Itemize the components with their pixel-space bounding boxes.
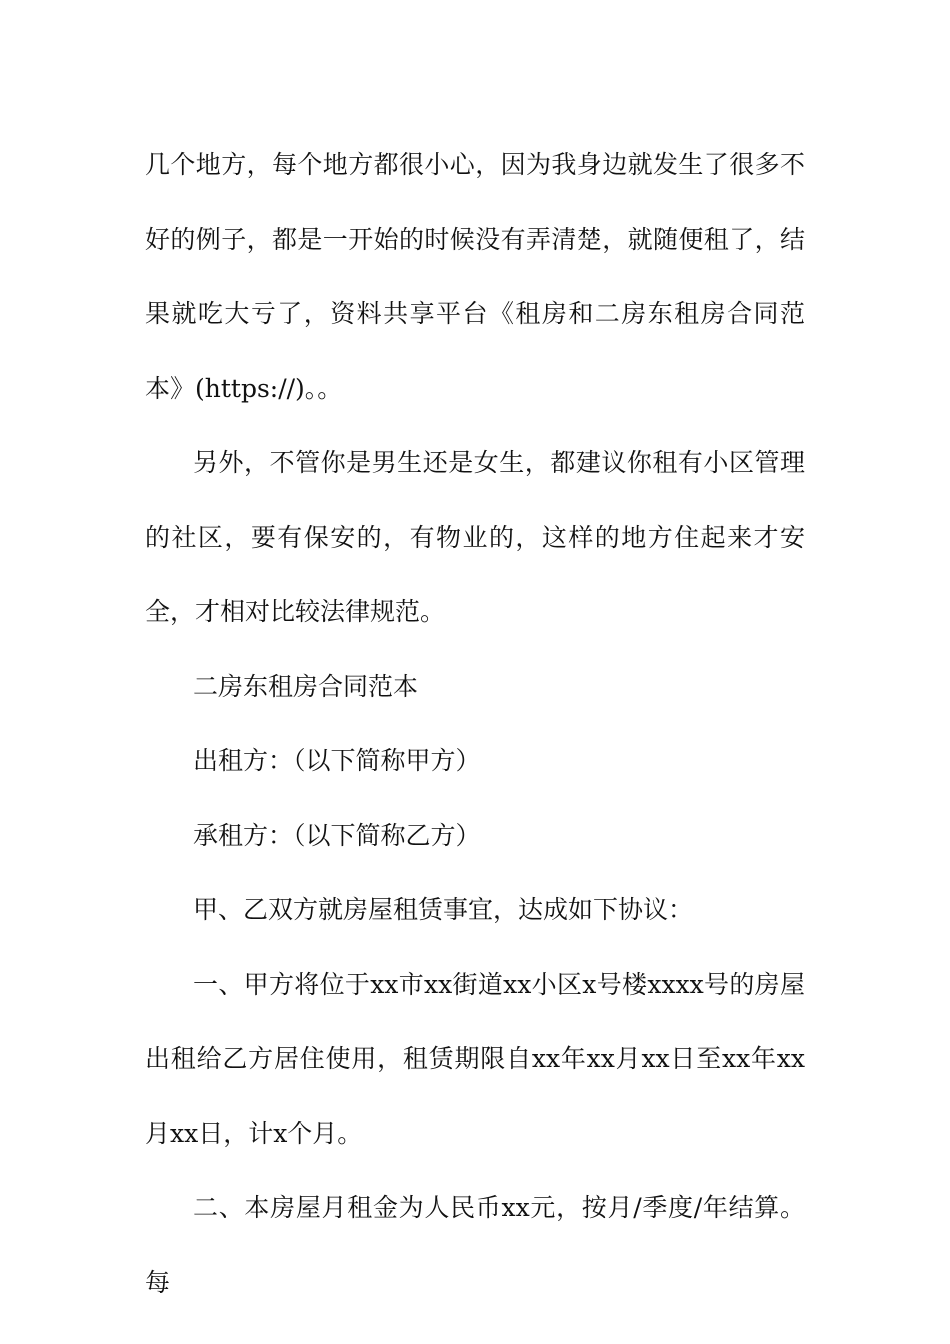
clause-one: 一、甲方将位于xx市xx街道xx小区x号楼xxxx号的房屋出租给乙方居住使用，租赁期限自xx年xx月xx日至xx年xx月xx日，计x个月。 <box>145 969 805 1148</box>
paragraph-community-advice: 另外，不管你是男生还是女生，都建议你租有小区管理的社区，要有保安的，有物业的，这样的地方住起来才安全，才相对比较法律规范。 <box>145 448 805 626</box>
agreement-intro: 甲、乙双方就房屋租赁事宜，达成如下协议： <box>193 895 694 924</box>
paragraph-rental-caution: 几个地方，每个地方都很小心，因为我身边就发生了很多不好的例子，都是一开始的时候没有弄清楚，就随便租了，结果就吃大亏了，资料共享平台《租房和二房东租房合同范本》(https://)。。 <box>145 150 805 403</box>
lessor-line: 出租方：（以下简称甲方） <box>193 746 481 775</box>
lessee-line: 承租方：（以下简称乙方） <box>193 820 481 850</box>
clause-two: 二、本房屋月租金为人民币xx元，按月/季度/年结算。每 <box>145 1193 805 1297</box>
contract-title: 二房东租房合同范本 <box>193 671 419 701</box>
document-body <box>145 128 805 1320</box>
